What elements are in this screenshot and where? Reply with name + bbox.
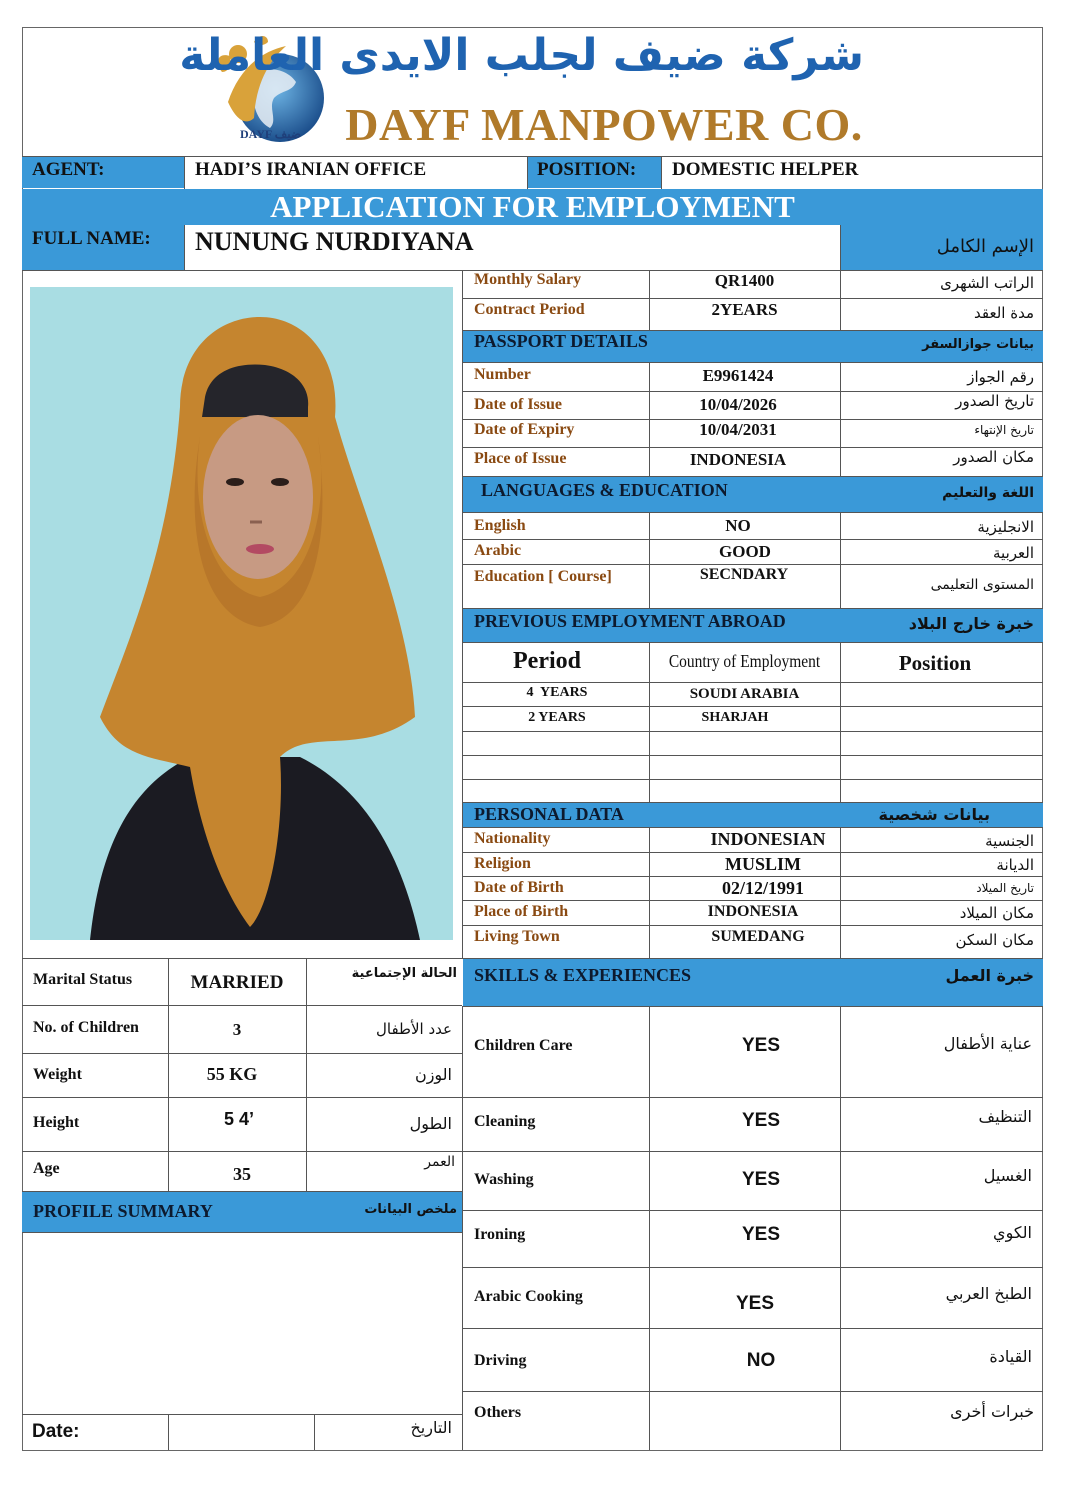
religion-value: MUSLIM [725,854,801,874]
living-town-label-ar: مكان السكن [955,931,1034,949]
age-label: Age [33,1160,60,1177]
living-town-label: Living Town [474,928,560,945]
languages-heading: LANGUAGES & EDUCATION [481,480,728,500]
skills-heading: SKILLS & EXPERIENCES [474,965,692,985]
issue-place-label-ar: مكان الصدور [953,448,1034,466]
profile-summary-area[interactable] [23,1233,461,1413]
issue-date-value: 10/04/2026 [699,395,777,414]
weight-value: 55 KG [206,1064,258,1084]
nationality-value: INDONESIAN [710,829,826,849]
skill-cleaning-value: YES [741,1110,781,1131]
living-town-value: SUMEDANG [711,928,805,945]
passport-number-label-ar: رقم الجواز [967,368,1034,386]
skill-cleaning-label-ar: التنظيف [978,1107,1032,1126]
full-name-label-ar: الإسم الكامل [936,236,1034,257]
education-label: Education [ Course] [474,568,612,585]
employment-country: SHARJAH [701,710,769,725]
salary-label-ar: الراتب الشهرى [940,274,1034,292]
weight-label: Weight [33,1066,82,1083]
salary-label: Monthly Salary [474,271,582,288]
birth-date-label: Date of Birth [474,879,564,896]
profile-heading-ar: ملخص البيانات [364,1202,457,1217]
age-value: 35 [233,1164,251,1184]
expiry-date-label-ar: تاريخ الإنتهاء [974,423,1034,437]
english-value: NO [725,516,751,535]
expiry-date-value: 10/04/2031 [699,420,777,439]
height-label-ar: الطول [409,1114,452,1133]
marital-status-value: MARRIED [190,972,284,993]
previous-heading-ar: خبرة خارج البلاد [908,614,1034,633]
english-label: English [474,517,526,534]
education-label-ar: المستوى التعليمى [930,577,1034,593]
employment-country: SOUDI ARABIA [689,686,800,702]
skill-ironing-label-ar: الكوي [993,1223,1032,1242]
previous-heading: PREVIOUS EMPLOYMENT ABROAD [474,611,786,631]
agent-label: AGENT: [32,159,105,180]
education-value: SECNDARY [699,566,789,583]
arabic-label-ar: العربية [993,544,1034,562]
birth-place-value: INDONESIA [707,903,799,920]
skill-driving-label-ar: القيادة [989,1347,1032,1366]
country-column-header: Country of Employment [668,651,821,671]
languages-heading-ar: اللغة والتعليم [942,485,1034,501]
profile-heading: PROFILE SUMMARY [33,1201,213,1221]
contract-value: 2YEARS [711,300,778,319]
children-count-value: 3 [232,1020,242,1039]
nationality-label: Nationality [474,830,551,847]
issue-place-value: INDONESIA [689,450,787,469]
skill-children-care-label: Children Care [474,1037,573,1054]
issue-place-label: Place of Issue [474,450,567,467]
children-count-label-ar: عدد الأطفال [376,1020,452,1038]
contract-label-ar: مدة العقد [974,304,1034,322]
passport-heading: PASSPORT DETAILS [474,331,648,351]
employment-period: 2 YEARS [528,710,586,725]
weight-label-ar: الوزن [414,1065,452,1084]
full-name-label: FULL NAME: [32,228,151,249]
full-name-value: NUNUNG NURDIYANA [195,227,474,256]
birth-date-label-ar: تاريخ الميلاد [976,881,1034,895]
company-name-english: DAYF MANPOWER CO. [345,99,863,150]
skill-washing-label-ar: الغسيل [983,1166,1032,1185]
skill-ironing-value: YES [741,1224,781,1245]
applicant-photo [30,287,453,940]
passport-heading-ar: بيانات جوازالسفر [922,337,1034,352]
date-label-ar: التاريخ [410,1418,452,1437]
birth-place-label-ar: مكان الميلاد [959,904,1034,922]
age-label-ar: العمر [424,1154,455,1170]
agent-value: HADI’S IRANIAN OFFICE [195,159,427,180]
height-value: 5 4’ [223,1109,255,1129]
expiry-date-label: Date of Expiry [474,421,575,438]
employment-period: 4 YEARS [526,685,588,700]
date-field[interactable] [169,1415,313,1450]
skill-washing-label: Washing [474,1171,534,1188]
birth-place-label: Place of Birth [474,903,569,920]
marital-status-label: Marital Status [33,971,133,988]
arabic-value: GOOD [719,542,771,561]
children-count-label: No. of Children [33,1019,139,1036]
period-column-header: Period [513,648,581,674]
passport-number-label: Number [474,366,531,383]
skill-driving-value: NO [746,1350,776,1371]
position-label: POSITION: [537,159,637,180]
height-label: Height [33,1114,80,1131]
passport-number-value: E9961424 [702,366,774,385]
skill-children-care-value: YES [741,1035,781,1056]
skill-driving-label: Driving [474,1352,527,1369]
date-label: Date: [32,1421,80,1442]
position-column-header: Position [898,651,972,675]
position-value: DOMESTIC HELPER [672,159,859,180]
company-name-arabic: شركة ضيف لجلب الايدى العاملة [179,30,864,81]
skill-children-care-label-ar: عناية الأطفال [943,1034,1032,1053]
form-title: APPLICATION FOR EMPLOYMENT [270,189,795,224]
skill-washing-value: YES [741,1169,781,1190]
nationality-label-ar: الجنسية [985,832,1034,850]
personal-heading-ar: بيانات شخصية [878,805,990,824]
skill-arabic-cooking-value: YES [735,1293,775,1314]
skill-others-label-ar: خبرات أخرى [950,1402,1034,1421]
issue-date-label-ar: تاريخ الصدور [955,392,1034,410]
skill-others-label: Others [474,1404,522,1421]
arabic-label: Arabic [474,542,522,559]
religion-label-ar: الديانة [996,856,1034,874]
skill-ironing-label: Ironing [474,1226,526,1243]
salary-value: QR1400 [714,271,775,290]
contract-label: Contract Period [474,301,585,318]
skills-heading-ar: خبرة العمل [945,966,1034,985]
skill-cleaning-label: Cleaning [474,1113,536,1130]
issue-date-label: Date of Issue [474,396,562,413]
skill-arabic-cooking-label: Arabic Cooking [474,1288,583,1305]
personal-heading: PERSONAL DATA [474,804,624,824]
skill-arabic-cooking-label-ar: الطبخ العربي [945,1284,1032,1303]
marital-status-label-ar: الحالة الإجتماعية [351,966,457,981]
birth-date-value: 02/12/1991 [721,878,804,898]
english-label-ar: الانجليزية [977,518,1034,536]
logo-caption: DAYF ضيف [240,127,302,141]
religion-label: Religion [474,855,531,872]
